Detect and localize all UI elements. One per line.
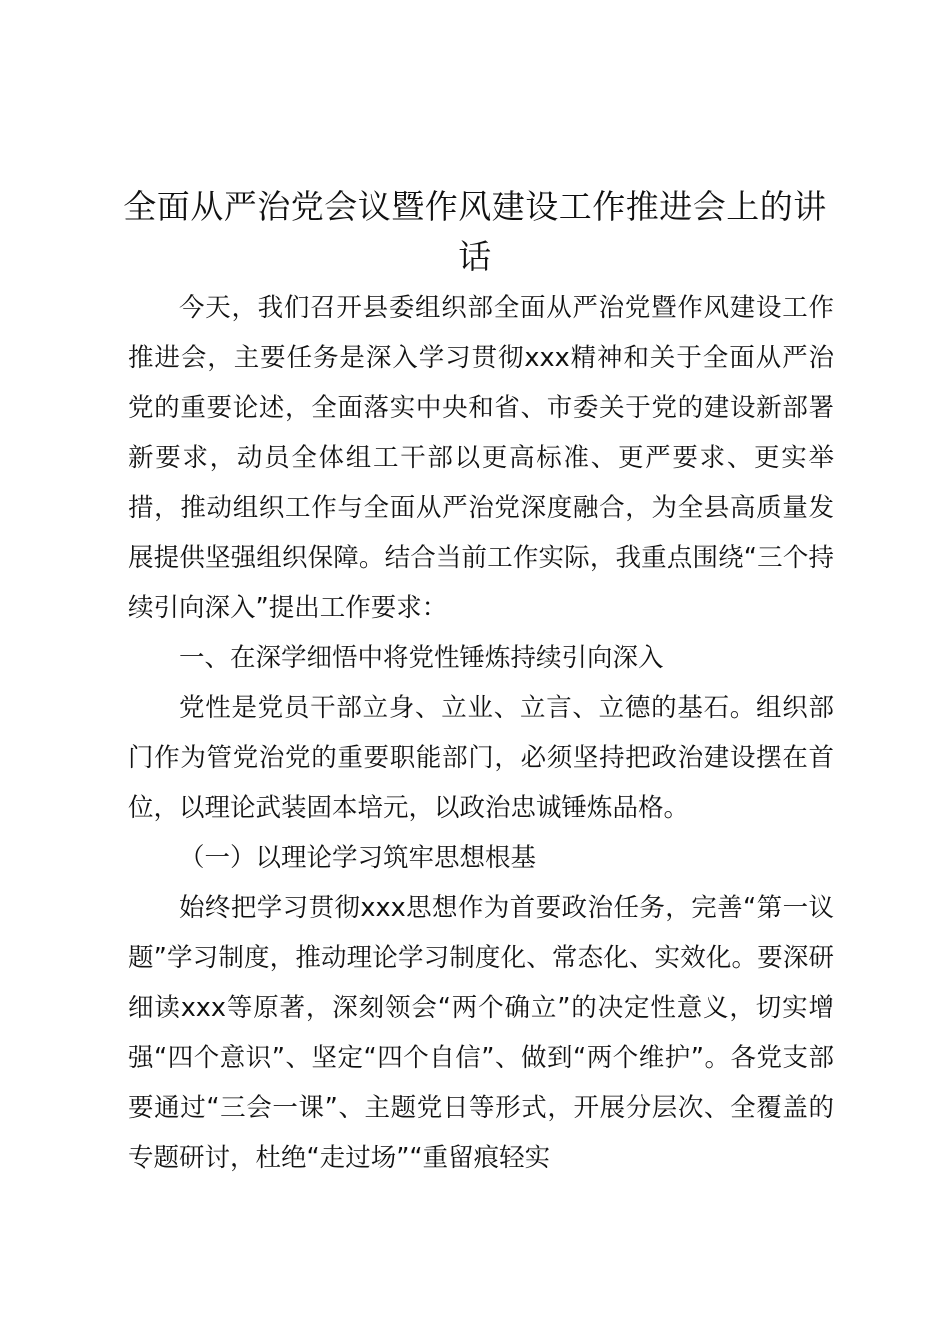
paragraph-section-1: 党性是党员干部立身、立业、立言、立德的基石。组织部门作为管党治党的重要职能部门，必须坚持把政治建设摆在首位，以理论武装固本培元，以政治忠诚锤炼品格。	[128, 693, 834, 823]
paragraph-intro: 今天，我们召开县委组织部全面从严治党暨作风建设工作推进会，主要任务是深入学习贯彻xxx精神和关于全面从严治党的重要论述，全面落实中央和省、市委关于党的建设新部署新要求，动员全体组工干部以更高标准、更严要求、更实举措，推动组织工作与全面从严治党深度融合，为全县高质量发展提供坚强组织保障。结合当前工作实际，我重点围绕“三个持续引向深入”提出工作要求：	[128, 293, 834, 623]
subsection-heading-1: （一）以理论学习筑牢思想根基	[179, 843, 537, 873]
document-title: 全面从严治党会议暨作风建设工作推进会上的讲话	[123, 187, 827, 276]
paragraph-subsection-1: 始终把学习贯彻xxx思想作为首要政治任务，完善“第一议题”学习制度，推动理论学习制度化、常态化、实效化。要深研细读xxx等原著，深刻领会“两个确立”的决定性意义，切实增强“四个意识”、坚定“四个自信”、做到“两个维护”。各党支部要通过“三会一课”、主题党日等形式，开展分层次、全覆盖的专题研讨，杜绝“走过场”“重留痕轻实	[128, 893, 834, 1173]
section-heading-1: 一、在深学细悟中将党性锤炼持续引向深入	[179, 643, 664, 673]
document-body	[128, 283, 834, 1183]
